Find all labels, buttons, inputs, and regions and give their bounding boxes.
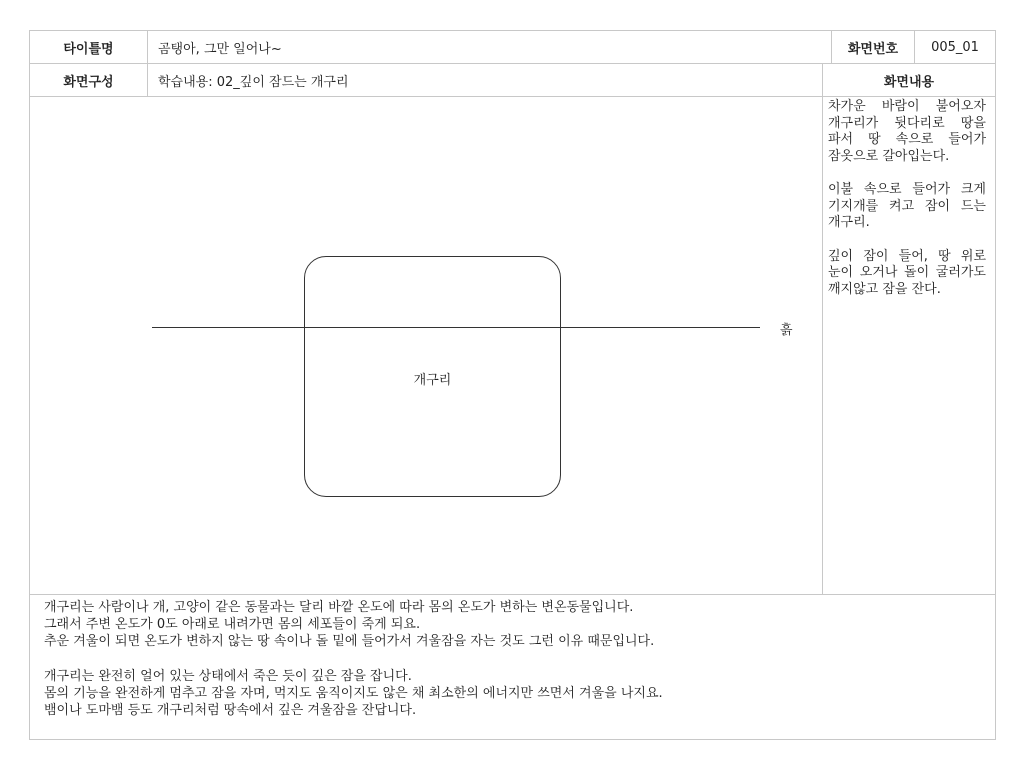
narration-line: 개구리는 완전히 얼어 있는 상태에서 죽은 듯이 깊은 잠을 잡니다.	[44, 668, 412, 684]
narration-line: 몸의 기능을 완전하게 멈추고 잠을 자며, 먹지도 움직이지도 않은 채 최소한의 에너지만 쓰면서 겨울을 나지요.	[44, 685, 663, 701]
illustration-canvas	[30, 97, 823, 594]
storyboard-sheet	[29, 30, 996, 740]
title-label: 타이틀명	[30, 31, 148, 63]
content-label: 화면내용	[883, 74, 935, 90]
screen-no-value: 005_01	[931, 39, 979, 55]
soil-label: 흙	[780, 323, 793, 338]
narration-text	[44, 599, 974, 719]
title-value: 곰탱아, 그만 일어나~	[148, 31, 832, 63]
main-area	[30, 97, 995, 595]
screen-notes	[828, 99, 986, 315]
header-row-composition	[30, 64, 995, 97]
screen-no-label: 화면번호	[832, 31, 915, 63]
narration-line: 개구리는 사람이나 개, 고양이 같은 동물과는 달리 바깥 온도에 따라 몸의 온도가 변하는 변온동물입니다.	[44, 600, 634, 615]
header-row-title	[30, 31, 995, 64]
frog-placeholder-box	[304, 256, 561, 497]
composition-label: 화면구성	[30, 64, 148, 96]
composition-value: 학습내용: 02_깊이 잠드는 개구리	[148, 64, 823, 96]
note-item: 차가운 바람이 불어오자 개구리가 뒷다리로 땅을 파서 땅 속으로 들어가 잠옷으로 갈아입는다.	[828, 99, 986, 164]
narration-line: 추운 겨울이 되면 온도가 변하지 않는 땅 속이나 돌 밑에 들어가서 겨울잠을 자는 것도 그런 이유 때문입니다.	[44, 634, 655, 650]
narration-line: 그래서 주변 온도가 0도 아래로 내려가면 몸의 세포들이 죽게 되요.	[44, 617, 421, 633]
narration-line: 뱀이나 도마뱀 등도 개구리처럼 땅속에서 깊은 겨울잠을 잔답니다.	[44, 703, 417, 719]
frog-label: 개구리	[413, 373, 452, 388]
note-item: 이불 속으로 들어가 크게 기지개를 켜고 잠이 드는 개구리.	[828, 182, 986, 230]
note-item: 깊이 잠이 들어, 땅 위로 눈이 오거나 돌이 굴러가도 깨지않고 잠을 잔다.	[828, 248, 986, 297]
